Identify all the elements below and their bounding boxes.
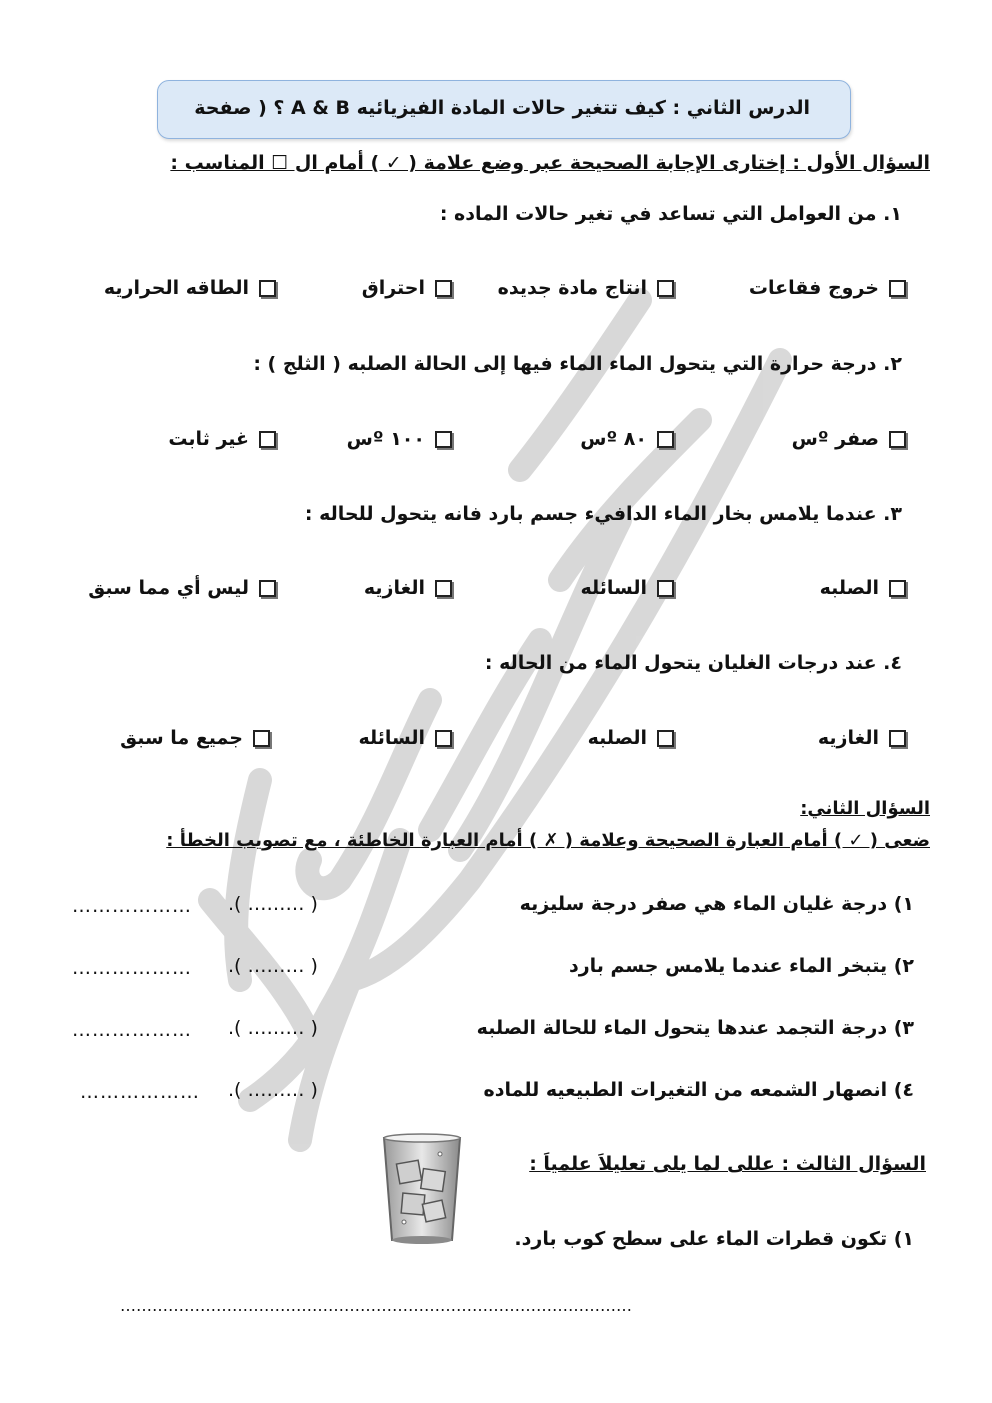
q1-item-4-option-1[interactable]: الغازيه xyxy=(818,727,906,749)
q1-item-3-option-4[interactable]: ليس أي مما سبق xyxy=(88,577,276,599)
ice-glass-image xyxy=(380,1132,464,1248)
q2-heading: السؤال الثاني: xyxy=(800,798,930,819)
q2-statement-1: ١) درجة غليان الماء هي صفر درجة سليزيه xyxy=(519,893,914,915)
q1-item-3-option-2[interactable]: السائله xyxy=(580,577,674,599)
q1-item-4-option-4[interactable]: جميع ما سبق xyxy=(120,727,270,749)
q2-answer-blank-2[interactable]: ( ……… ). xyxy=(228,955,318,977)
q1-item-4-option-3[interactable]: السائله xyxy=(358,727,452,749)
q1-heading: السؤال الأول : إختارى الإجابة الصحيحة عبر وضع علامة ( ✓ ) أمام ال ☐ المناسب : xyxy=(170,152,930,174)
checkbox-icon xyxy=(253,730,270,747)
q1-item-2-option-3[interactable]: ١٠٠ ºس xyxy=(347,428,452,450)
q1-item-3-option-1[interactable]: الصلبه xyxy=(820,577,906,599)
checkbox-icon xyxy=(657,280,674,297)
q2-statement-3: ٣) درجة التجمد عندها يتحول الماء للحالة الصلبه xyxy=(476,1017,914,1039)
lesson-title: الدرس الثاني : كيف تتغير حالات المادة الفيزيائيه A & B ؟ ( صفحة xyxy=(194,97,810,119)
checkbox-icon xyxy=(657,431,674,448)
q3-answer-line[interactable]: …………………………………………………………………………………… xyxy=(120,1296,632,1315)
q1-item-2-text: ٢. درجة حرارة التي يتحول الماء الماء فيها إلى الحالة الصلبه ( الثلج ) : xyxy=(253,353,902,375)
q2-correction-blank-4[interactable]: ……………… xyxy=(80,1081,200,1103)
q2-statement-4: ٤) انصهار الشمعه من التغيرات الطبيعيه للماده xyxy=(483,1079,914,1101)
checkbox-icon xyxy=(657,730,674,747)
q3-heading: السؤال الثالث : عللى لما يلى تعليلاَ علمياَ : xyxy=(529,1153,926,1175)
q1-item-1-option-4[interactable]: الطاقه الحراريه xyxy=(104,277,276,299)
checkbox-icon xyxy=(889,431,906,448)
q2-statement-2: ٢) يتبخر الماء عندما يلامس جسم بارد xyxy=(568,955,914,977)
checkbox-icon xyxy=(259,280,276,297)
checkbox-icon xyxy=(889,280,906,297)
checkbox-icon xyxy=(259,580,276,597)
checkbox-icon xyxy=(435,580,452,597)
q2-correction-blank-1[interactable]: ……………… xyxy=(72,895,192,917)
q1-item-3-text: ٣. عندما يلامس بخار الماء الدافيء جسم بارد فانه يتحول للحاله : xyxy=(304,503,902,525)
q1-item-1-text: ١. من العوامل التي تساعد في تغير حالات الماده : xyxy=(439,203,902,225)
q1-item-3-option-3[interactable]: الغازيه xyxy=(364,577,452,599)
checkbox-icon xyxy=(259,431,276,448)
checkbox-icon xyxy=(889,580,906,597)
q2-answer-blank-4[interactable]: ( ……… ). xyxy=(228,1079,318,1101)
q1-item-1-option-3[interactable]: احتراق xyxy=(362,277,452,299)
q2-correction-blank-3[interactable]: ……………… xyxy=(72,1019,192,1041)
q1-item-1-option-1[interactable]: خروج فقاعات xyxy=(749,277,906,299)
checkbox-icon xyxy=(435,431,452,448)
checkbox-icon xyxy=(435,280,452,297)
q1-item-2-option-2[interactable]: ٨٠ ºس xyxy=(580,428,674,450)
q1-item-4-text: ٤. عند درجات الغليان يتحول الماء من الحاله : xyxy=(484,652,902,674)
lesson-title-box xyxy=(157,80,851,139)
q1-item-2-option-4[interactable]: غير ثابت xyxy=(168,428,276,450)
q1-item-1-option-2[interactable]: انتاج مادة جديده xyxy=(498,277,674,299)
q2-instruction: ضعى ( ✓ ) أمام العبارة الصحيحة وعلامة ( ✗ ) أمام العبارة الخاطئة ، مع تصويب الخطأ : xyxy=(166,830,930,851)
checkbox-icon xyxy=(657,580,674,597)
q3-item-1: ١) تكون قطرات الماء على سطح كوب بارد. xyxy=(514,1228,914,1250)
q2-correction-blank-2[interactable]: ……………… xyxy=(72,957,192,979)
q2-answer-blank-3[interactable]: ( ……… ). xyxy=(228,1017,318,1039)
q2-answer-blank-1[interactable]: ( ……… ). xyxy=(228,893,318,915)
checkbox-icon xyxy=(435,730,452,747)
q1-item-4-option-2[interactable]: الصلبه xyxy=(588,727,674,749)
checkbox-icon xyxy=(889,730,906,747)
q1-item-2-option-1[interactable]: صفر ºس xyxy=(792,428,906,450)
